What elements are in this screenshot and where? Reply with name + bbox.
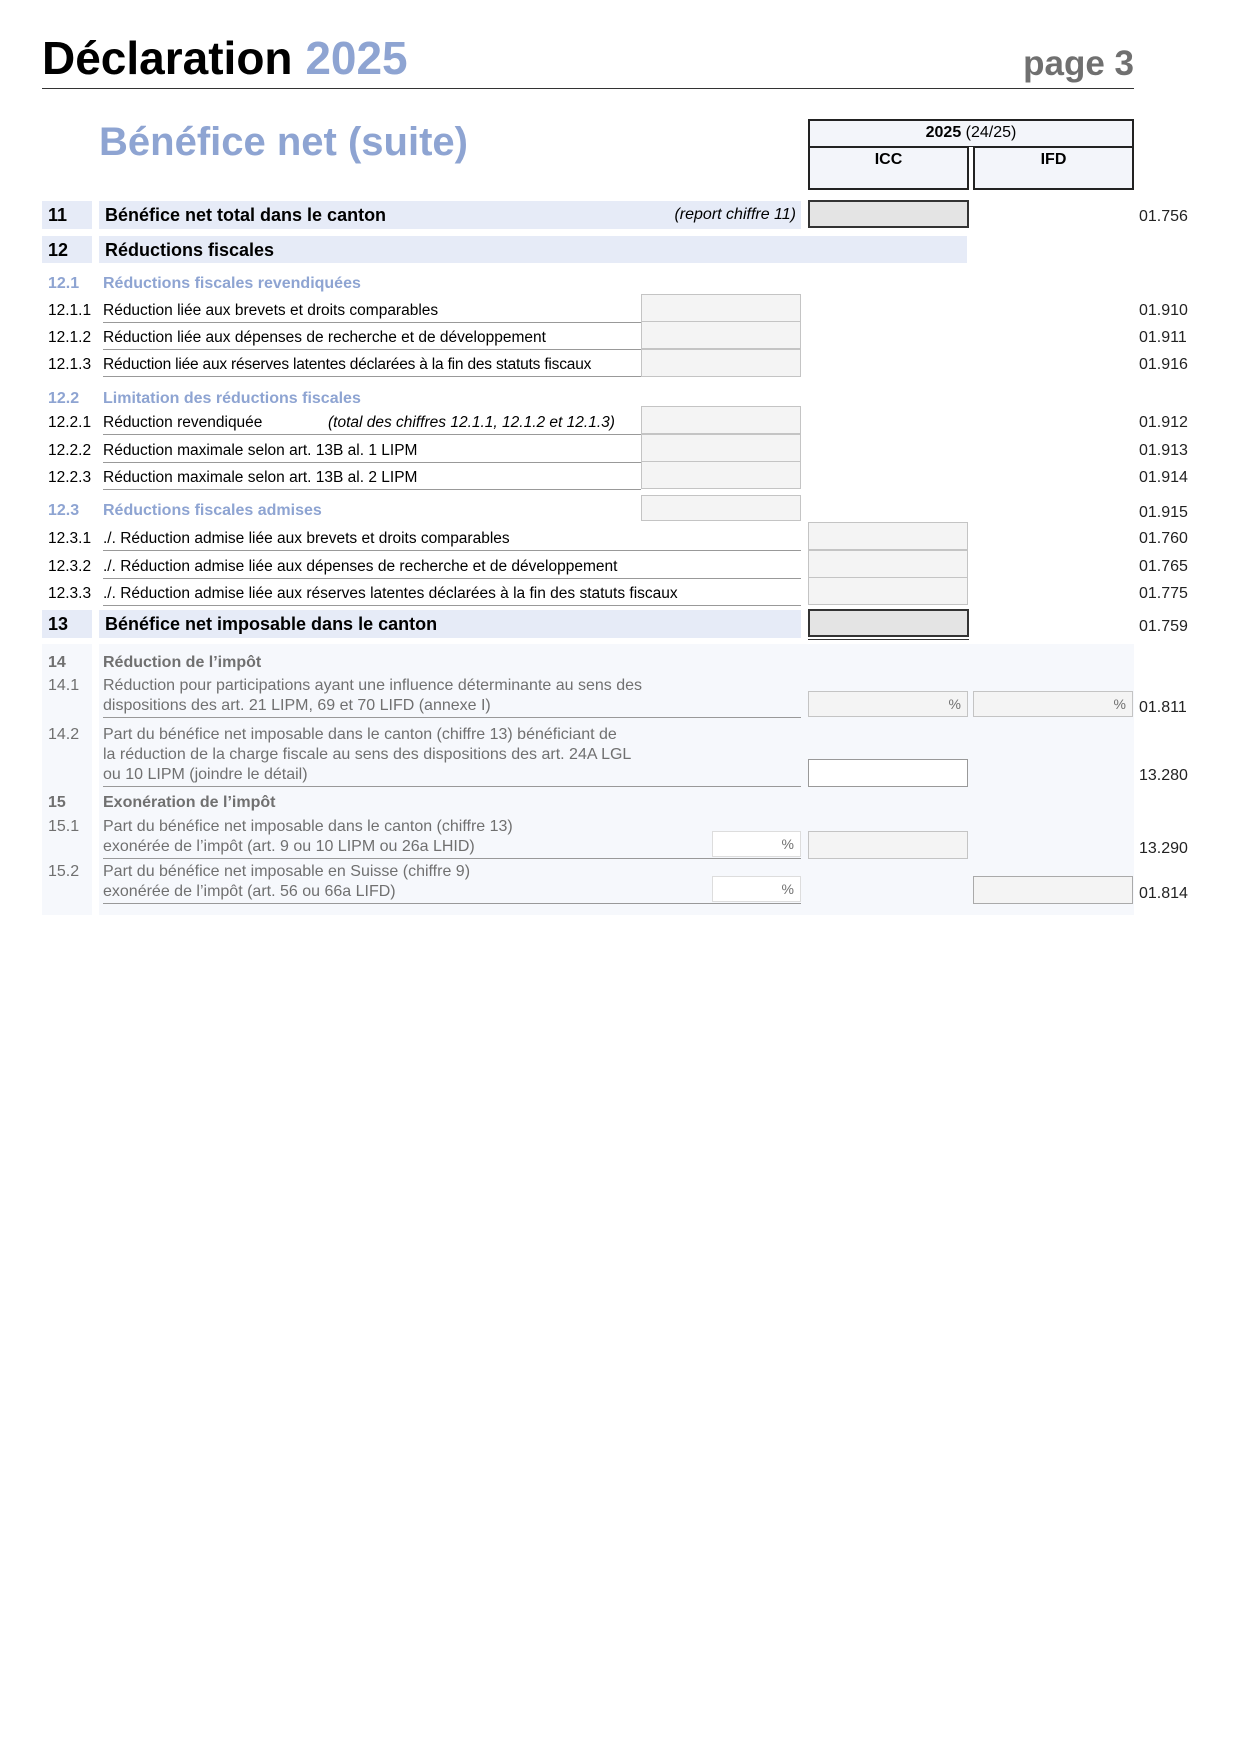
row-number: 12.3.1 [48, 530, 92, 547]
field-code: 01.910 [1139, 302, 1188, 319]
document-title [42, 30, 408, 86]
row-label: Réduction liée aux réserves latentes déclarées à la fin des statuts fiscaux [103, 355, 641, 377]
subsection-title: Réductions fiscales admises [103, 502, 322, 519]
row-number: 11 [42, 201, 92, 229]
row-label: Réduction maximale selon art. 13B al. 1 LIPM [103, 441, 641, 463]
row-number: 12.2.3 [48, 469, 92, 486]
field-code: 01.756 [1139, 208, 1188, 225]
field-code: 13.280 [1139, 767, 1188, 784]
row-note: (total des chiffres 12.1.1, 12.1.2 et 12.1.3) [328, 414, 615, 431]
participation-reduction-icc-percent-field[interactable]: % [808, 691, 968, 717]
row-label-tax-reductions: Réductions fiscales [99, 236, 967, 263]
row-number: 12.1.2 [48, 329, 92, 346]
row-label-line: Part du bénéfice net imposable en Suisse (chiffre 9) [103, 863, 471, 880]
row-label-taxable-net-profit: Bénéfice net imposable dans le canton [99, 610, 801, 638]
claimed-rd-reduction-field[interactable] [641, 321, 801, 349]
tax-burden-reduction-share-icc-field[interactable] [808, 759, 968, 787]
max-reduction-al1-field[interactable] [641, 434, 801, 462]
row-number: 13 [42, 610, 92, 638]
title-year: 2025 [305, 32, 408, 84]
field-code: 01.913 [1139, 442, 1188, 459]
row-label-tax-reduction: Réduction de l’impôt [103, 654, 262, 671]
row-label: ./. Réduction admise liée aux dépenses de recherche et de développement [103, 557, 801, 579]
canton-exemption-icc-field[interactable] [808, 831, 968, 859]
row-number: 14.1 [48, 677, 80, 694]
tax-year: 2025 [925, 124, 962, 141]
row-number: 14.2 [48, 726, 80, 743]
field-code: 01.775 [1139, 585, 1188, 602]
field-code: 01.765 [1139, 558, 1188, 575]
field-code: 01.915 [1139, 504, 1188, 521]
row-note: (report chiffre 11) [674, 206, 796, 223]
field-code: 01.759 [1139, 618, 1188, 635]
subsection-number: 12.3 [48, 502, 80, 519]
claimed-patent-reduction-field[interactable] [641, 294, 801, 322]
row-label-line: dispositions des art. 21 LIPM, 69 et 70 LIFD (annexe I) [103, 696, 801, 718]
section-title: Bénéfice net (suite) [99, 120, 468, 164]
subsection-number: 12.1 [48, 275, 80, 292]
row-label-tax-exemption: Exonération de l’impôt [103, 794, 276, 811]
row-number: 15.1 [48, 818, 80, 835]
row-label-line: Réduction pour participations ayant une influence déterminante au sens des [103, 677, 643, 694]
row-label-net-profit-total: Bénéfice net total dans le canton [99, 201, 801, 229]
claimed-reduction-total-field[interactable] [641, 406, 801, 434]
row-label-line: ou 10 LIPM (joindre le détail) [103, 765, 801, 787]
row-number: 12.2.2 [48, 442, 92, 459]
admitted-rd-reduction-icc-field[interactable] [808, 550, 968, 578]
field-code: 13.290 [1139, 840, 1188, 857]
field-code: 01.911 [1139, 329, 1187, 346]
row-number: 15 [48, 794, 66, 811]
field-code: 01.916 [1139, 356, 1188, 373]
row-number: 12 [42, 236, 92, 263]
field-code: 01.914 [1139, 469, 1188, 486]
taxable-net-profit-icc-field[interactable] [808, 609, 969, 637]
row-label: Réduction revendiquée [103, 413, 641, 435]
row-label-line: la réduction de la charge fiscale au sens des dispositions des art. 24A LGL [103, 746, 632, 763]
row-label: Réduction liée aux brevets et droits comparables [103, 301, 641, 323]
row-number: 12.1.3 [48, 356, 92, 373]
row-number: 15.2 [48, 863, 80, 880]
subsection-number: 12.2 [48, 390, 80, 407]
subsection-title: Réductions fiscales revendiquées [103, 275, 361, 292]
tax-year-period: (24/25) [961, 124, 1017, 141]
row-number: 12.1.1 [48, 302, 92, 319]
swiss-exemption-ifd-field[interactable] [973, 876, 1133, 904]
claimed-hidden-reserves-reduction-field[interactable] [641, 349, 801, 377]
row-label: Réduction liée aux dépenses de recherche et de développement [103, 328, 641, 350]
field-code: 01.912 [1139, 414, 1188, 431]
row-label: Réduction maximale selon art. 13B al. 2 LIPM [103, 468, 641, 490]
row-number: 14 [48, 654, 66, 671]
subsection-title: Limitation des réductions fiscales [103, 390, 361, 407]
tax-year-header [808, 119, 1134, 147]
row-number: 12.3.2 [48, 558, 92, 575]
net-profit-total-icc-field[interactable] [808, 200, 969, 228]
total-double-underline [808, 639, 969, 640]
swiss-exemption-percent-field[interactable]: % [712, 876, 801, 902]
title-word: Déclaration [42, 32, 293, 84]
row-label-line: exonérée de l’impôt (art. 9 ou 10 LIPM ou 26a LHID) [103, 837, 801, 859]
row-label-line: Part du bénéfice net imposable dans le canton (chiffre 13) [103, 818, 513, 835]
admitted-hidden-reserves-reduction-icc-field[interactable] [808, 577, 968, 605]
canton-exemption-percent-field[interactable]: % [712, 831, 801, 857]
row-number: 12.2.1 [48, 414, 92, 431]
row-label-line: Part du bénéfice net imposable dans le canton (chiffre 13) bénéficiant de [103, 726, 617, 743]
row-label: ./. Réduction admise liée aux réserves latentes déclarées à la fin des statuts fiscaux [103, 584, 801, 606]
column-header-icc: ICC [808, 146, 969, 190]
participation-reduction-ifd-percent-field[interactable]: % [973, 691, 1133, 717]
row-number: 12.3.3 [48, 585, 92, 602]
field-code: 01.811 [1139, 699, 1187, 716]
admitted-reductions-total-field[interactable] [641, 495, 801, 521]
admitted-patent-reduction-icc-field[interactable] [808, 522, 968, 550]
column-header-ifd: IFD [973, 146, 1134, 190]
max-reduction-al2-field[interactable] [641, 461, 801, 489]
field-code: 01.760 [1139, 530, 1188, 547]
page-number: page 3 [1023, 44, 1134, 83]
row-label-line: exonérée de l’impôt (art. 56 ou 66a LIFD) [103, 882, 801, 904]
header-divider [42, 88, 1134, 89]
row-label: ./. Réduction admise liée aux brevets et droits comparables [103, 529, 801, 551]
field-code: 01.814 [1139, 885, 1188, 902]
